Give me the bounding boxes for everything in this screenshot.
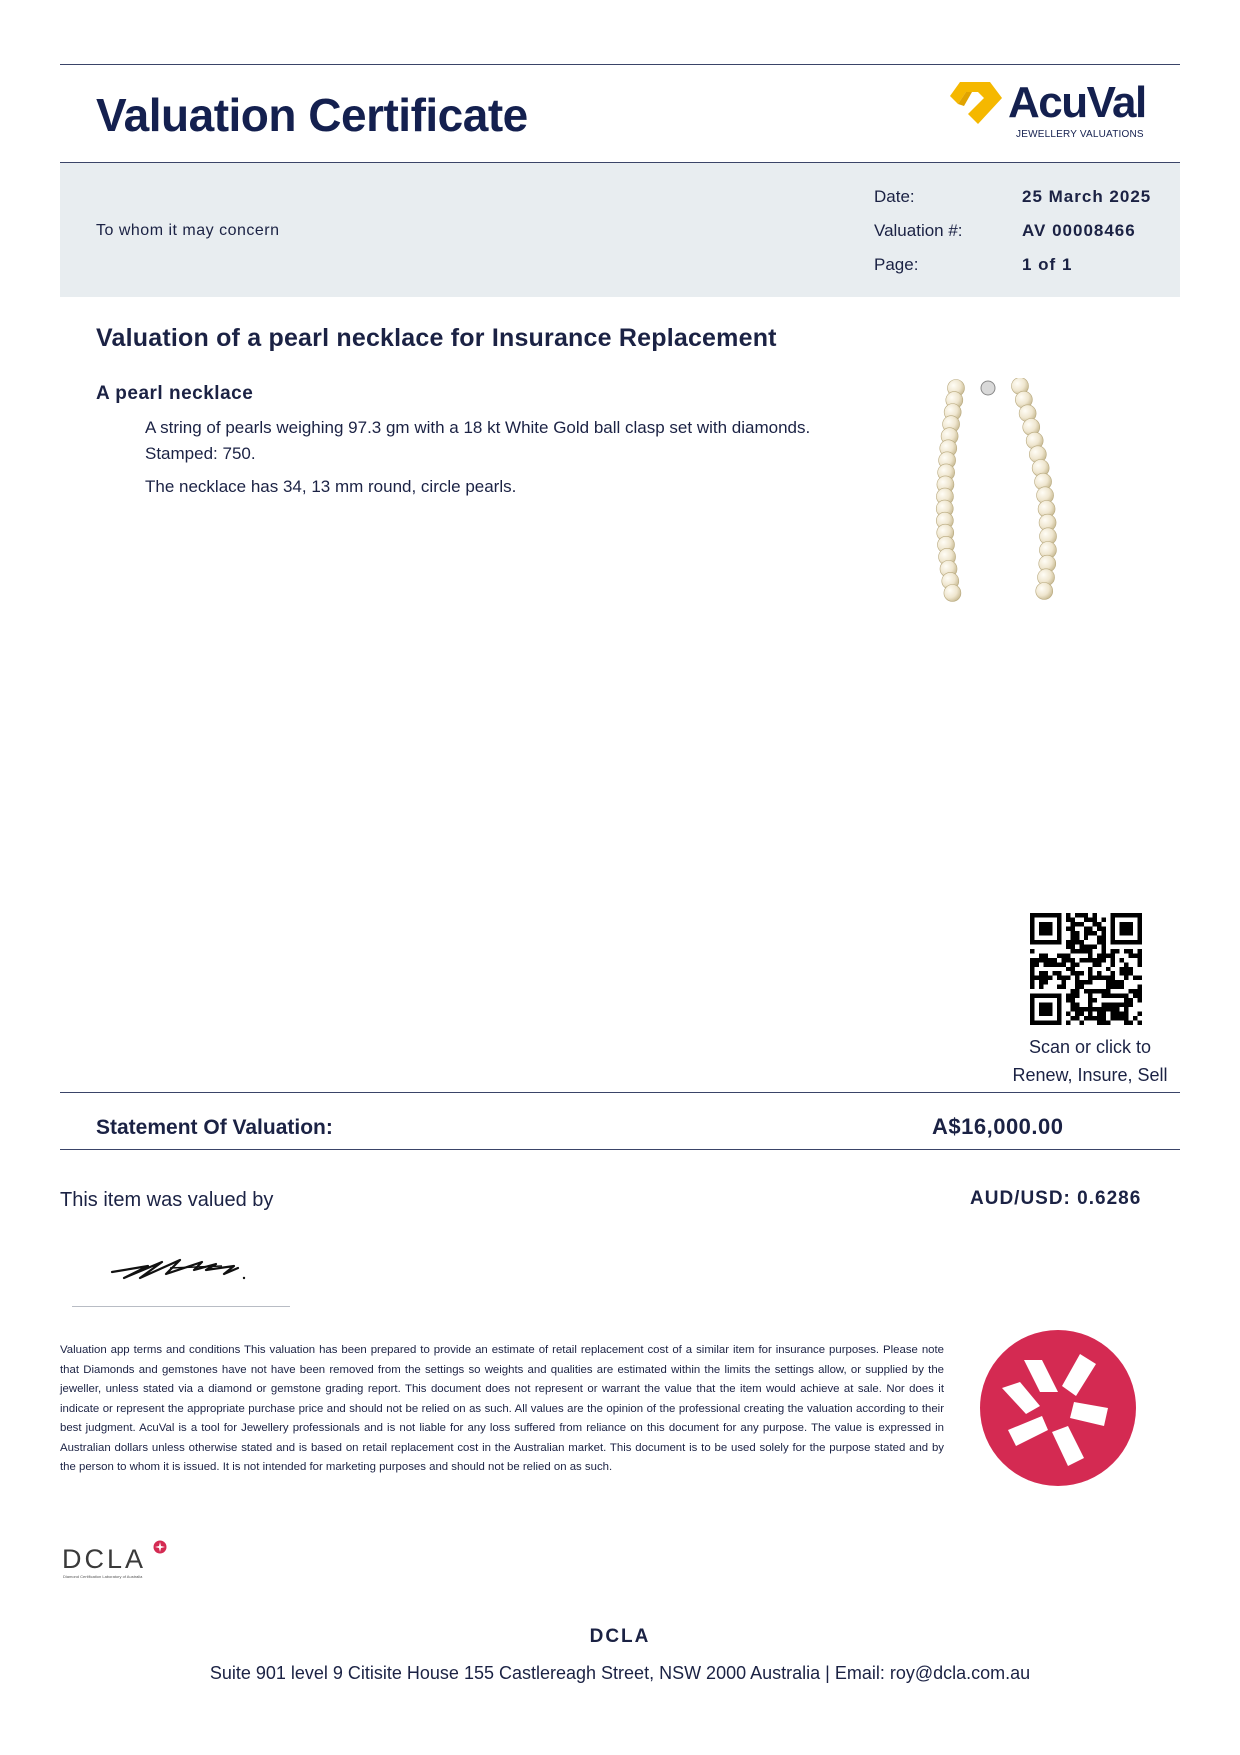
pearl	[1036, 583, 1053, 600]
valuation-number-label: Valuation #:	[874, 221, 963, 240]
qr-caption-line: Scan or click to	[1028, 1037, 1152, 1057]
fx-rate: AUD/USD: 0.6286	[970, 1188, 1142, 1209]
statement-divider-top	[60, 1092, 1180, 1093]
footer-address: Suite 901 level 9 Citisite House 155 Castlereagh Street, NSW 2000 Australia | Email: roy@dcla.com.au	[209, 1663, 1031, 1683]
valued-by-label: This item was valued by	[60, 1189, 274, 1211]
acuval-tagline: JEWELLERY VALUATIONS	[1016, 129, 1144, 140]
statement-divider-bottom	[60, 1149, 1180, 1150]
acuval-wordmark: AcuVal	[1008, 78, 1146, 127]
item-description-line: The necklace has 34, 13 mm round, circle pearls.	[145, 477, 517, 496]
valuation-heading: Valuation of a pearl necklace for Insurance Replacement	[96, 324, 777, 352]
dcla-logo-mark-icon	[153, 1540, 167, 1554]
qr-code-icon[interactable]	[1030, 913, 1142, 1025]
signature-line	[72, 1306, 290, 1307]
qr-caption[interactable]	[990, 1033, 1190, 1089]
page-label: Page:	[874, 255, 919, 274]
statement-label: Statement Of Valuation:	[96, 1116, 333, 1139]
salutation: To whom it may concern	[96, 222, 280, 239]
qr-caption-line: Renew, Insure, Sell	[1012, 1065, 1168, 1085]
terms-and-conditions: Valuation app terms and conditions This valuation has been prepared to provide an estimate of retail replacement cost of a similar item for insurance purposes. Please note that Diamonds and gemstones have not have been removed from the settings so weights and qualities are estimated within the limits the settings allow, or supplied by the jeweller, unless stated via a diamond or gemstone grading report. This document does not represent or warrant the value that the item would achieve at sale. Nor does it indicate or represent the appropriate purchase price and should not be relied on as such. All values are the opinion of the professional creating the valuation according to their best judgment. AcuVal is a tool for Jewellery professionals and is not liable for any loss suffered from reliance on this document for any purpose. The value is expressed in Australian dollars unless otherwise stated and is based on retail replacement cost in the Australian market. This document is to be used solely for the purpose stated and by the person to whom it is issued. It is not intended for marketing purposes and should not be relied on as such.	[60, 1344, 944, 1473]
item-description-line: A string of pearls weighing 97.3 gm with a 18 kt White Gold ball clasp set with diamonds.	[145, 418, 811, 437]
statement-value: A$16,000.00	[932, 1114, 1064, 1139]
page-value: 1 of 1	[1022, 255, 1073, 274]
date-value: 25 March 2025	[1022, 187, 1152, 206]
item-description-line: Stamped: 750.	[145, 444, 256, 463]
footer-company-name: DCLA	[589, 1626, 651, 1647]
clasp	[981, 381, 995, 395]
valuer-signature	[110, 1248, 250, 1284]
top-divider	[60, 64, 1180, 65]
acuval-logo-icon	[946, 78, 1004, 128]
valuation-number-value: AV 00008466	[1022, 221, 1136, 240]
dcla-logo-text: DCLA	[62, 1544, 147, 1574]
page-title: Valuation Certificate	[96, 89, 528, 141]
pearl-necklace-photo	[900, 378, 1084, 608]
dcla-logo-subtext: Diamond Certification Laboratory of Australia	[63, 1574, 143, 1579]
item-heading: A pearl necklace	[96, 383, 254, 404]
date-label: Date:	[874, 187, 915, 206]
dcla-badge-icon	[980, 1330, 1136, 1486]
pearl	[944, 585, 961, 602]
